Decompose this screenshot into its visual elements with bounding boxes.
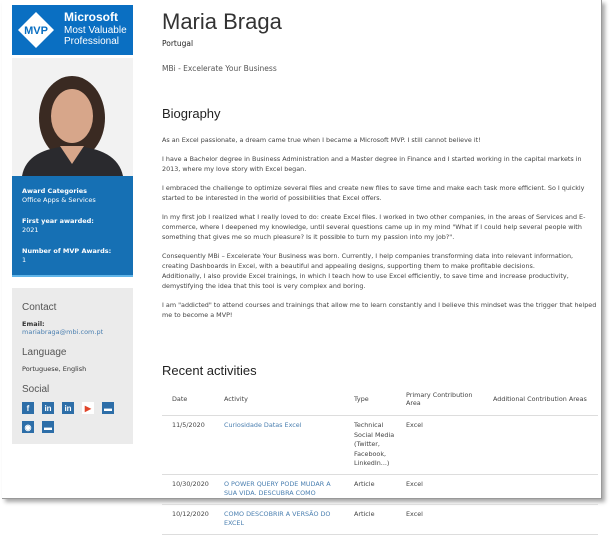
- logo-text: Most Valuable Professional: [64, 25, 127, 47]
- activity-link[interactable]: O POWER QUERY PODE MUDAR A SUA VIDA. DESCUBRA COMO: [224, 479, 331, 497]
- profile-company: MBi - Excelerate Your Business: [162, 64, 277, 73]
- award-count: 1: [22, 256, 27, 264]
- mvp-diamond-icon: [18, 12, 54, 48]
- first-year: 2021: [22, 226, 39, 234]
- header-primary[interactable]: Primary Contribution Area: [396, 387, 483, 416]
- languages: Portuguese, English: [22, 365, 87, 373]
- facebook-icon[interactable]: f: [22, 402, 34, 414]
- biography-text: [162, 135, 598, 329]
- social-heading: Social: [22, 384, 50, 395]
- row-primary: Excel: [396, 504, 483, 534]
- svg-text:MVP: MVP: [24, 25, 48, 37]
- award-panel: [12, 176, 133, 277]
- header-type[interactable]: Type: [344, 387, 396, 416]
- row-date: 11/5/2020: [162, 416, 214, 475]
- first-year-label: First year awarded:: [22, 217, 94, 225]
- bio-paragraph: I have a Bachelor degree in Business Administration and a Master degree in Finance and I started working in the capital markets in 2013, where my love story with Excel began.: [162, 155, 582, 173]
- activities-table: [162, 387, 598, 535]
- row-date: 10/30/2020: [162, 474, 214, 504]
- profile-country: Portugal: [162, 39, 194, 48]
- activities-heading: Recent activities: [162, 363, 257, 378]
- header-additional[interactable]: Additional Contribution Areas: [483, 387, 598, 416]
- profile-photo: [12, 58, 133, 176]
- row-date: 10/12/2020: [162, 504, 214, 534]
- row-type: Article: [344, 474, 396, 504]
- contact-heading: Contact: [22, 302, 57, 313]
- email-label: Email:: [22, 320, 45, 328]
- row-primary: Excel: [396, 416, 483, 475]
- bio-paragraph: As an Excel passionate, a dream came true when I became a Microsoft MVP. I still cannot believe it!: [162, 136, 481, 144]
- mvp-logo: [12, 5, 133, 55]
- activity-link[interactable]: COMO DESCOBRIR A VERSÃO DO EXCEL: [224, 509, 331, 527]
- row-primary: Excel: [396, 474, 483, 504]
- header-activity[interactable]: Activity: [214, 387, 344, 416]
- row-additional: [483, 504, 598, 534]
- table-row: [162, 474, 598, 504]
- website-icon[interactable]: ◉: [22, 421, 34, 433]
- award-count-label: Number of MVP Awards:: [22, 247, 112, 255]
- row-additional: [483, 416, 598, 475]
- linkedin-icon[interactable]: in: [62, 402, 74, 414]
- language-heading: Language: [22, 347, 67, 358]
- award-categories-label: Award Categories: [22, 187, 88, 195]
- bio-paragraph: Additionally, I also provide Excel trainings, in which I teach how to use Excel efficiently, to save time and increase productivity, demystifying the idea that this tool is very complex and boring.: [162, 272, 569, 290]
- activity-link[interactable]: Curiosidade Datas Excel: [224, 421, 302, 429]
- bio-paragraph: I am "addicted" to attend courses and trainings that allow me to learn constantly and I believe this mindset was the trigger that helped me to become a MVP!: [162, 301, 597, 319]
- linkedin-icon[interactable]: in: [42, 402, 54, 414]
- header-date[interactable]: Date: [162, 387, 214, 416]
- contact-panel: [12, 288, 133, 444]
- blog-icon[interactable]: ▬: [104, 403, 112, 413]
- bio-paragraph: In my first job I realized what I really loved to do: create Excel files. I worked in two other companies, in the areas of Services and E-commerce, where I deepened my knowledge, until several questions came up in my mind "What if I could help several people with something that gives me so much pleasure? Is it possible to turn my passion into my job?".: [162, 213, 586, 241]
- logo-brand: Microsoft: [64, 10, 118, 24]
- bio-paragraph: Consequently MBi – Excelerate Your Business was born. Currently, I help companies transforming data into relevant information, creating Dashboards in Excel, with a beautiful and appealing designs, supporting them to make profitable decisions.: [162, 252, 574, 270]
- youtube-icon[interactable]: ▶: [82, 402, 94, 414]
- profile-name: Maria Braga: [162, 9, 282, 34]
- table-row: [162, 416, 598, 475]
- bio-paragraph: I embraced the challenge to optimize several files and create new files to save time and make each task more efficient. So I quickly started to be interested in the world of possibilities that Excel offers.: [162, 184, 585, 202]
- email-link[interactable]: mariabraga@mbi.com.pt: [22, 328, 104, 336]
- award-categories: Office Apps & Services: [22, 196, 96, 204]
- row-additional: [483, 474, 598, 504]
- table-row: [162, 504, 598, 534]
- row-type: Article: [344, 504, 396, 534]
- biography-heading: Biography: [162, 106, 221, 121]
- table-header: [162, 387, 598, 416]
- row-type: Technical Social Media (Twitter, Facebook, LinkedIn...): [344, 416, 396, 475]
- blog-icon[interactable]: ▬: [44, 422, 52, 432]
